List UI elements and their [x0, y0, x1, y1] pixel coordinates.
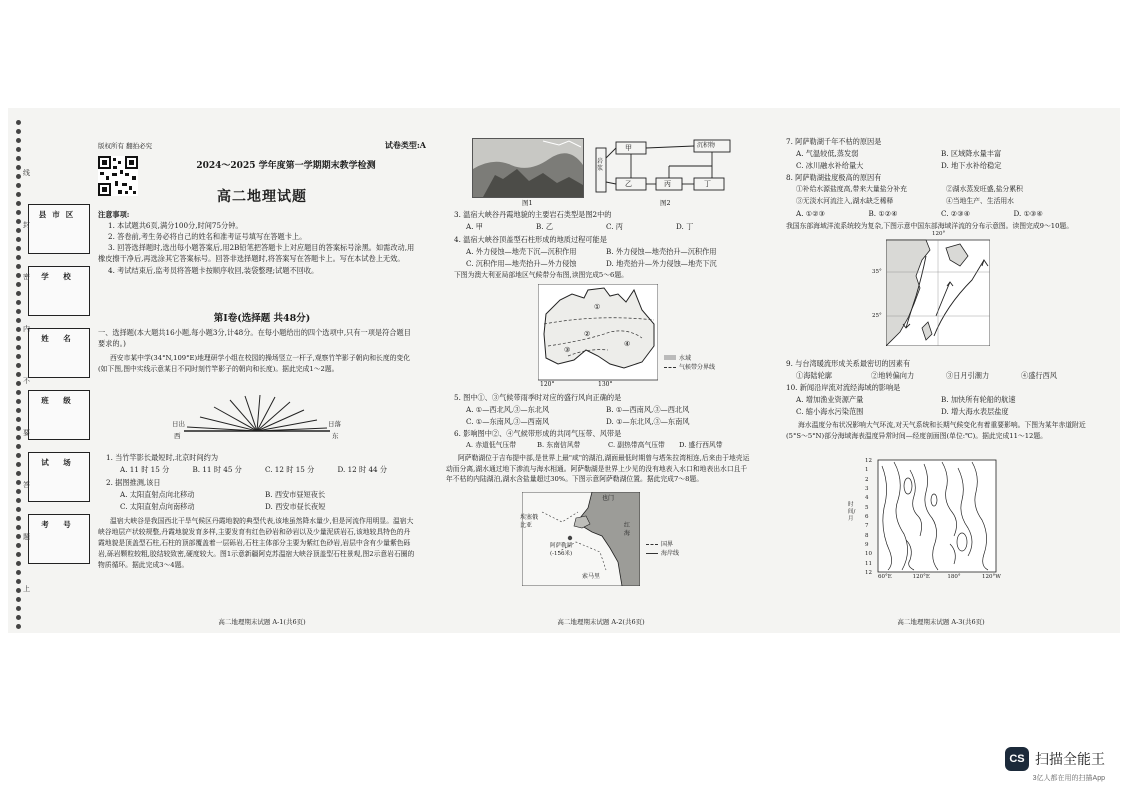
- chart-y-axis-label: 时间/月: [848, 502, 856, 523]
- binding-hole-icon: [16, 552, 21, 557]
- exam-sheet: [8, 108, 1120, 633]
- binding-hole-icon: [16, 318, 21, 323]
- binding-hole-icon: [16, 192, 21, 197]
- option[interactable]: D. 丁: [676, 222, 694, 231]
- option[interactable]: B. 乙: [536, 222, 554, 231]
- binding-hole-icon: [16, 588, 21, 593]
- section-intro: 一、选择题(本大题共16小题,每小题3分,计48分。在每小题给出的四个选项中,只有一项是符合题目要求的。): [98, 328, 411, 349]
- option[interactable]: C. 冰川融水补给量大: [796, 161, 864, 170]
- candidate-field-label: 县市区: [38, 210, 80, 219]
- candidate-field-box[interactable]: [28, 452, 90, 502]
- notice-item: 3. 回答选择题时,选出每小题答案后,用2B铅笔把答题卡上对应题目的答案标号涂黑。如需改动,用橡皮擦干净后,再选涂其它答案标号。回答非选择题时,将答案写在答题卡上。写在本试卷上无效。: [98, 243, 415, 264]
- option[interactable]: D. 西安市昼长夜短: [265, 502, 326, 511]
- figure-2-rock-cycle: [594, 138, 744, 196]
- binding-cut-mark: 内: [23, 325, 30, 333]
- yemen-label: 也门: [602, 495, 615, 502]
- binding-hole-icon: [16, 336, 21, 341]
- binding-hole-icon: [16, 156, 21, 161]
- option[interactable]: A. 外力侵蚀—地壳下沉—沉积作用: [466, 247, 577, 256]
- binding-hole-icon: [16, 615, 21, 620]
- chart-y-tick-label: 10: [865, 551, 872, 558]
- somalia-label: 索马里: [582, 573, 601, 580]
- boundary-line-icon: [664, 367, 676, 368]
- candidate-field-box[interactable]: [28, 514, 90, 564]
- binding-hole-icon: [16, 390, 21, 395]
- option[interactable]: A. 太阳直射点向北移动: [120, 490, 195, 499]
- binding-hole-icon: [16, 444, 21, 449]
- question-8-items-row2: [796, 196, 1096, 207]
- passage-1: 西安市某中学(34°N,109°E)地理研学小组在校园的操场竖立一杆子,观察竹竿影子朝向和长度的变化(如下图,图中实线示意某日不同时刻竹竿影子的朝向和长度)。据此完成1～2题。: [98, 354, 411, 373]
- binding-hole-icon: [16, 237, 21, 242]
- question-6: 6. 影响图中②、④气候带形成的共同气压带、风带是: [454, 429, 622, 438]
- binding-hole-icon: [16, 507, 21, 512]
- binding-hole-icon: [16, 363, 21, 368]
- passage-2: 温宿大峡谷是我国西北干旱气候区丹霞地貌的典型代表,该地虽然降水量少,但是河流作用明显。温宿大峡谷地层产状较规整,丹霞地貌发育多样,主要发育有红色砂岩和砂岩以及少量泥质岩石,该地较具特色的丹霞地貌是顶盖型石柱,石柱的顶部覆盖着一层砾岩,石柱主体部分主要为紫红色砂岩,岩层中含有少量紫色砾岩,砾岩颗粒较粗,胶结较致密,硬度较大。图1示意新疆阿克苏温宿大峡谷顶盖型石柱景观,图2示意岩石圈的物质循环。据此完成3～4题。: [98, 517, 415, 569]
- option[interactable]: C. 12 时 15 分: [265, 465, 315, 474]
- binding-hole-icon: [16, 120, 21, 125]
- coast-line-icon: [646, 553, 658, 554]
- binding-hole-icon: [16, 435, 21, 440]
- candidate-field-label: 考 号: [41, 520, 77, 529]
- figure-1-caption: 图1: [522, 199, 533, 207]
- question-5-options-row1: [466, 404, 746, 415]
- binding-hole-icon: [16, 210, 21, 215]
- question-10: 10. 新闻沿岸流对流经海域的影响是: [786, 383, 901, 392]
- option[interactable]: A. 赤道低气压带: [466, 441, 517, 449]
- option[interactable]: C. ①—东南风,③—西南风: [466, 417, 550, 426]
- binding-hole-icon: [16, 147, 21, 152]
- chart-x-tick-label: 60°E: [878, 574, 892, 580]
- candidate-field-label: 班 级: [41, 396, 77, 405]
- option[interactable]: C. 太阳直射点向南移动: [120, 502, 195, 511]
- binding-hole-icon: [16, 165, 21, 170]
- lake-label: 阿萨勒湖: [550, 543, 573, 549]
- option[interactable]: D. ①—东北风,③—东南风: [606, 417, 690, 426]
- candidate-field-label: 姓 名: [41, 334, 77, 343]
- binding-cut-mark: 答: [23, 481, 30, 489]
- question-6-options: [466, 440, 750, 451]
- question-1: 1. 当竹竿影长最短时,北京时间约为: [106, 453, 219, 462]
- question-8-options: [796, 208, 1086, 219]
- option[interactable]: B. ①—西南风,③—西北风: [606, 405, 690, 414]
- map-tick-label: 120°: [932, 231, 946, 237]
- question-7: 7. 阿萨勒湖千年不枯的原因是: [786, 137, 882, 146]
- statement: ④当地生产、生活用水: [946, 197, 1014, 205]
- option[interactable]: A. ①②③: [796, 209, 826, 218]
- magma-label: 岩浆: [597, 158, 604, 173]
- question-4: 4. 温宿大峡谷顶盖型石柱形成的地质过程可能是: [454, 235, 607, 244]
- binding-hole-icon: [16, 291, 21, 296]
- binding-hole-icon: [16, 426, 21, 431]
- question-10-options-row2: [796, 406, 1086, 417]
- passage-4: 阿萨勒湖位于吉布提中部,是世界上最"咸"的湖泊,湖面最低时期曾与塔朱拉湾相连,后来由于地壳运动而分离,湖水通过地下渗流与海水相通。阿萨勒湖是世界上少见的没有地表入水口和地表出水口且千年不枯的内陆湖泊,湖水含盐量超过30%。下图示意阿萨勒湖位置。据此完成7～8题。: [446, 454, 750, 484]
- candidate-field-box[interactable]: [28, 328, 90, 378]
- ocean-current-map: [872, 231, 990, 346]
- question-2-options-row2: [120, 501, 410, 512]
- binding-hole-icon: [16, 417, 21, 422]
- page-footer: 高二地理期末试题 A-2(共6页): [557, 617, 645, 626]
- map-legend-2: [646, 540, 706, 559]
- binding-cut-mark: 要: [23, 429, 30, 437]
- binding-hole-icon: [16, 408, 21, 413]
- legend-item: 气候带分界线: [679, 364, 716, 372]
- map-legend: [664, 354, 744, 373]
- option[interactable]: C. ②③④: [941, 209, 971, 218]
- option[interactable]: D. 增大海水表层盐度: [941, 407, 1009, 416]
- page-3: [786, 108, 1096, 633]
- option[interactable]: B. 外力侵蚀—地壳抬升—沉积作用: [606, 247, 717, 256]
- chart-y-tick-label: 1: [865, 467, 869, 474]
- option[interactable]: B. 西安市昼短夜长: [265, 490, 326, 499]
- binding-hole-icon: [16, 579, 21, 584]
- question-5: 5. 图中①、③气候带雨季时对应的盛行风向正确的是: [454, 393, 622, 402]
- question-5-options-row2: [466, 416, 746, 427]
- binding-hole-icon: [16, 300, 21, 305]
- map-tick-label: 35°: [872, 269, 882, 275]
- ethiopia-label: 埃塞俄比亚: [520, 514, 539, 529]
- binding-hole-icon: [16, 246, 21, 251]
- binding-hole-icon: [16, 624, 21, 629]
- binding-hole-icon: [16, 543, 21, 548]
- binding-hole-icon: [16, 372, 21, 377]
- chart-y-tick-label: 6: [865, 514, 869, 520]
- rock-label-ding: 丁: [704, 180, 711, 188]
- chart-y-tick-label: 12: [865, 458, 872, 464]
- notices-list: [98, 220, 416, 276]
- binding-hole-icon: [16, 471, 21, 476]
- binding-hole-icon: [16, 138, 21, 143]
- binding-hole-icon: [16, 399, 21, 404]
- question-9-options: [796, 370, 1096, 381]
- option[interactable]: D. 盛行西风带: [679, 441, 723, 449]
- option[interactable]: B. 东南信风带: [537, 441, 581, 449]
- notice-item: 2. 答卷前,考生务必将自己的姓名和准考证号填写在答题卡上。: [108, 232, 307, 242]
- question-7-options-row2: [796, 160, 1086, 171]
- binding-hole-icon: [16, 516, 21, 521]
- svg-text:④: ④: [624, 340, 631, 348]
- depth-label: (-156米): [550, 551, 573, 557]
- camscanner-logo-icon: CS: [1005, 747, 1029, 771]
- binding-cut-mark: 不: [23, 377, 30, 385]
- option[interactable]: D. ①③④: [1013, 209, 1043, 218]
- paper-type: 试卷类型:A: [384, 140, 426, 150]
- binding-hole-icon: [16, 309, 21, 314]
- binding-hole-icon: [16, 606, 21, 611]
- option[interactable]: B. 11 时 45 分: [192, 465, 242, 474]
- chart-y-tick-label: 8: [865, 532, 869, 539]
- option[interactable]: B. ①②④: [868, 209, 898, 218]
- binding-hole-icon: [16, 129, 21, 134]
- chart-y-tick-label: 5: [865, 504, 869, 511]
- binding-hole-icon: [16, 282, 21, 287]
- west-label: 西: [174, 432, 181, 440]
- option[interactable]: A. 增加渔业资源产量: [796, 395, 864, 404]
- page-2: [446, 108, 756, 633]
- question-7-options-row1: [796, 148, 1086, 159]
- chart-y-tick-label: 11: [865, 560, 872, 567]
- chart-y-tick-label: 9: [865, 542, 869, 548]
- border-line-icon: [646, 544, 658, 545]
- question-10-options-row1: [796, 394, 1086, 405]
- watermark-name: 扫描全能王: [1035, 751, 1105, 767]
- option[interactable]: A. 11 时 15 分: [120, 465, 170, 474]
- question-8: 8. 阿萨勒湖盐度极高的原因有: [786, 173, 882, 182]
- svg-text:③: ③: [564, 346, 571, 354]
- legend-item: 海岸线: [661, 550, 680, 558]
- svg-text:①: ①: [594, 303, 601, 311]
- binding-hole-icon: [16, 525, 21, 530]
- binding-hole-icon: [16, 597, 21, 602]
- binding-hole-icon: [16, 183, 21, 188]
- binding-hole-icon: [16, 219, 21, 224]
- option[interactable]: C. 沉积作用—地壳抬升—外力侵蚀: [466, 259, 577, 268]
- binding-hole-icon: [16, 489, 21, 494]
- chart-y-tick-label: 2: [865, 476, 869, 483]
- notice-item: 1. 本试题共6页,满分100分,时间75分钟。: [108, 221, 243, 230]
- sunrise-label: 日出: [172, 420, 185, 428]
- figure-1-photo: [472, 138, 584, 198]
- binding-hole-icon: [16, 498, 21, 503]
- legend-item: 水域: [679, 355, 692, 362]
- subject-title: 高二地理试题: [217, 189, 307, 205]
- option[interactable]: ④盛行西风: [1021, 371, 1057, 380]
- australia-climate-map: [538, 284, 658, 386]
- option[interactable]: D. 地下水补给稳定: [941, 161, 1002, 170]
- svg-text:②: ②: [584, 330, 591, 338]
- page-footer: 高二地理期末试题 A-3(共6页): [897, 617, 985, 626]
- lake-assal-map: [522, 492, 640, 586]
- passage-5: 我国东部海域洋流系统较为复杂,下图示意中国东部海域洋流的分布示意图。读图完成9～10题。: [786, 222, 1074, 230]
- page-footer: 高二地理期末试题 A-1(共6页): [218, 617, 306, 626]
- question-9: 9. 与台湾暖流形成关系最密切的因素有: [786, 359, 911, 368]
- question-8-items-row1: [796, 184, 1096, 195]
- map-tick-label: 130°: [598, 381, 613, 388]
- chart-y-ticks: [865, 457, 877, 577]
- option[interactable]: A. 甲: [466, 222, 483, 231]
- option[interactable]: A. ①—西北风,③—东北风: [466, 405, 550, 414]
- candidate-field-box[interactable]: [28, 390, 90, 440]
- statement: ②湖水蒸发旺盛,盐分累积: [946, 185, 1023, 193]
- section-title: 第Ⅰ卷(选择题 共48分): [213, 313, 311, 324]
- chart-y-tick-label: 12: [865, 570, 872, 576]
- rights-notice: 版权所有 翻拍必究: [98, 142, 153, 150]
- chart-y-tick-label: 3: [865, 486, 869, 492]
- binding-hole-icon: [16, 534, 21, 539]
- east-label: 东: [332, 432, 339, 440]
- candidate-field-label: 试 场: [41, 458, 77, 467]
- statement: ①补给水源盐度高,带来大量盐分补充: [796, 185, 907, 193]
- sea-label: 红海: [624, 522, 631, 537]
- binding-cut-mark: 密: [23, 273, 30, 281]
- binding-hole-icon: [16, 462, 21, 467]
- binding-hole-icon: [16, 561, 21, 566]
- chart-x-tick-label: 120°W: [982, 574, 1001, 580]
- passage-6: 海水温度分布状况影响大气环流,对天气系统和长期气候变化有着重要影响。下图为某年赤道附近(5°S～5°N)部分海域海表温度异常时间—经度剖面图(单位:℃)。据此完成11～12题。: [786, 421, 1086, 440]
- binding-hole-icon: [16, 201, 21, 206]
- binding-hole-icon: [16, 345, 21, 350]
- question-2-options-row1: [120, 489, 410, 500]
- map-tick-label: 25°: [872, 313, 882, 319]
- chart-y-tick-label: 4: [865, 495, 869, 502]
- candidate-field-box[interactable]: [28, 266, 90, 316]
- option[interactable]: C. 副热带高气压带: [608, 441, 665, 449]
- sst-anomaly-chart: [848, 456, 1004, 586]
- binding-hole-icon: [16, 264, 21, 269]
- rock-label-jia: 甲: [625, 144, 632, 152]
- watermark-tagline: 3亿人都在用的扫描App: [1032, 775, 1105, 782]
- option[interactable]: D. 12 时 44 分: [337, 465, 388, 474]
- notice-item: 4. 考试结束后,监考员将答题卡按顺序收回,装袋整理;试题不回收。: [108, 265, 319, 275]
- statement: ③无淡水河流注入,湖水缺乏稀释: [796, 197, 894, 205]
- rock-label-bing: 丙: [664, 180, 671, 188]
- figure-2-caption: 图2: [660, 199, 671, 207]
- binding-margin: [8, 108, 98, 633]
- binding-hole-icon: [16, 255, 21, 260]
- question-1-options: [120, 464, 410, 475]
- map-tick-label: 120°: [540, 381, 555, 388]
- binding-hole-icon: [16, 354, 21, 359]
- binding-hole-icon: [16, 327, 21, 332]
- binding-cut-mark: 上: [23, 585, 30, 593]
- option[interactable]: C. 丙: [606, 222, 623, 231]
- legend-item: 国界: [661, 541, 674, 548]
- binding-cut-mark: 封: [23, 221, 30, 229]
- question-4-options-row1: [466, 246, 746, 257]
- shadow-diagram: [172, 393, 342, 443]
- binding-cut-mark: 线: [23, 169, 30, 177]
- binding-hole-icon: [16, 480, 21, 485]
- option[interactable]: ①海陆轮廓: [796, 371, 832, 380]
- question-3: 3. 温宿大峡谷丹霞地貌的主要岩石类型是图2中的: [454, 210, 612, 219]
- option[interactable]: D. 地壳抬升—外力侵蚀—地壳下沉: [606, 259, 717, 268]
- binding-hole-icon: [16, 174, 21, 179]
- binding-hole-icon: [16, 453, 21, 458]
- passage-3: 下图为澳大利亚局部地区气候带分布图,读图完成5～6题。: [454, 271, 628, 279]
- scanner-watermark: [1005, 747, 1105, 783]
- binding-hole-icon: [16, 570, 21, 575]
- sunset-label: 日落: [328, 420, 341, 428]
- option[interactable]: B. 区域降水量丰富: [941, 149, 1002, 158]
- binding-hole-icon: [16, 381, 21, 386]
- binding-hole-icon: [16, 273, 21, 278]
- binding-hole-icon: [16, 228, 21, 233]
- chart-x-tick-label: 180°: [947, 574, 961, 580]
- notice-title: 注意事项:: [98, 210, 130, 219]
- option[interactable]: ②地转偏向力: [871, 371, 915, 380]
- exam-title: 2024～2025 学年度第一学期期末教学检测: [196, 161, 376, 171]
- option[interactable]: ③日月引潮力: [946, 371, 990, 380]
- option[interactable]: B. 加快所有轮船的航速: [941, 395, 1016, 404]
- candidate-field-box[interactable]: [28, 204, 90, 254]
- sediment-label: 沉积物: [697, 142, 716, 149]
- candidate-field-label: 学 校: [41, 272, 77, 281]
- question-2: 2. 据图推测,该日: [106, 478, 161, 487]
- option[interactable]: A. 气温较低,蒸发弱: [796, 149, 859, 158]
- question-4-options-row2: [466, 258, 746, 269]
- binding-cut-mark: 题: [23, 533, 30, 541]
- chart-x-tick-label: 120°E: [912, 574, 930, 580]
- question-3-options: [466, 221, 746, 232]
- option[interactable]: C. 缩小海水污染范围: [796, 407, 864, 416]
- water-swatch-icon: [664, 355, 676, 360]
- chart-y-tick-label: 7: [865, 523, 869, 530]
- page-1: [98, 108, 426, 633]
- rock-label-yi: 乙: [625, 180, 632, 188]
- chart-x-ticks: [878, 573, 1001, 583]
